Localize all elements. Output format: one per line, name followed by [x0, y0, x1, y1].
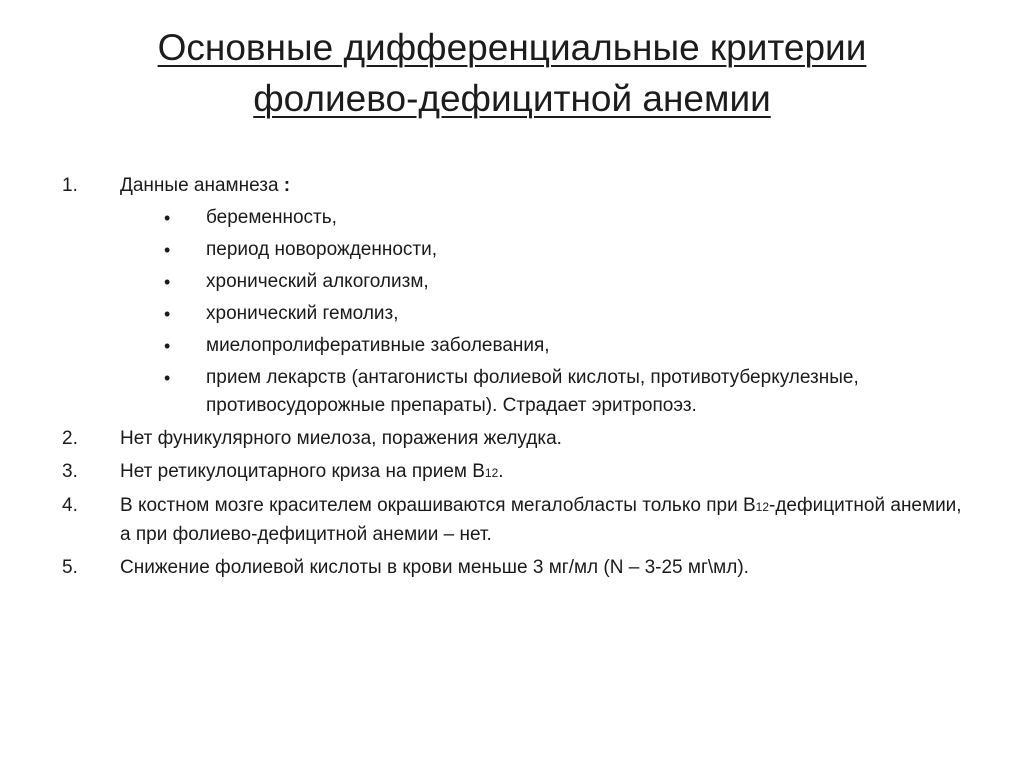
- bullet-item: [120, 300, 962, 328]
- bullet-icon: •: [164, 272, 171, 292]
- title-line-2: фолиево-дефицитной анемии: [253, 78, 771, 119]
- list-item-text: В костном мозге красителем окрашиваются мегалобласты только при В: [120, 495, 756, 516]
- title-line-1: Основные дифференциальные критерии: [157, 27, 867, 68]
- criteria-list: [62, 172, 962, 587]
- bullet-text: прием лекарств (антагонисты фолиевой кислоты, противотуберкулезные, противосудорожные препараты). Страдает эритропоэз.: [206, 367, 859, 416]
- list-item-5: [62, 554, 962, 582]
- bullet-icon: •: [164, 336, 171, 356]
- list-number: 1.: [62, 175, 78, 196]
- list-item-1: [62, 172, 962, 420]
- bullet-icon: •: [164, 368, 171, 388]
- bullet-item: [120, 332, 962, 360]
- list-item-4: [62, 492, 962, 549]
- bullet-text: период новорожденности,: [206, 239, 437, 260]
- list-item-text: Нет фуникулярного миелоза, поражения желудка.: [120, 428, 562, 449]
- bullet-item: [120, 204, 962, 232]
- anamnesis-bullets: [120, 204, 962, 420]
- list-number: 2.: [62, 428, 78, 449]
- list-item-colon: :: [278, 175, 291, 196]
- list-item-text: Нет ретикулоцитарного криза на прием В: [120, 461, 485, 482]
- bullet-text: миелопролиферативные заболевания,: [206, 335, 550, 356]
- bullet-text: хронический гемолиз,: [206, 303, 399, 324]
- bullet-text: хронический алкоголизм,: [206, 271, 429, 292]
- list-number: 3.: [62, 461, 78, 482]
- list-item-text-end: -дефицитной анемии, а при фолиево-дефицитной анемии – нет.: [120, 495, 962, 545]
- bullet-text: беременность,: [206, 207, 337, 228]
- subscript-number: 12: [484, 466, 499, 480]
- bullet-item: [120, 364, 962, 420]
- list-number: 4.: [62, 495, 78, 516]
- list-number: 5.: [62, 557, 78, 578]
- bullet-icon: •: [164, 304, 171, 324]
- bullet-icon: •: [164, 208, 171, 228]
- list-item-text: Данные анамнеза: [120, 175, 279, 196]
- bullet-item: [120, 236, 962, 264]
- subscript-number: 12: [755, 500, 769, 514]
- bullet-icon: •: [164, 240, 171, 260]
- bullet-item: [120, 268, 962, 296]
- list-item-3: [62, 458, 962, 487]
- list-item-2: [62, 425, 962, 453]
- slide-title: [40, 22, 984, 124]
- list-item-text-end: .: [498, 461, 504, 482]
- list-item-text: Снижение фолиевой кислоты в крови меньше 3 мг/мл (N – 3-25 мг\мл).: [120, 557, 749, 578]
